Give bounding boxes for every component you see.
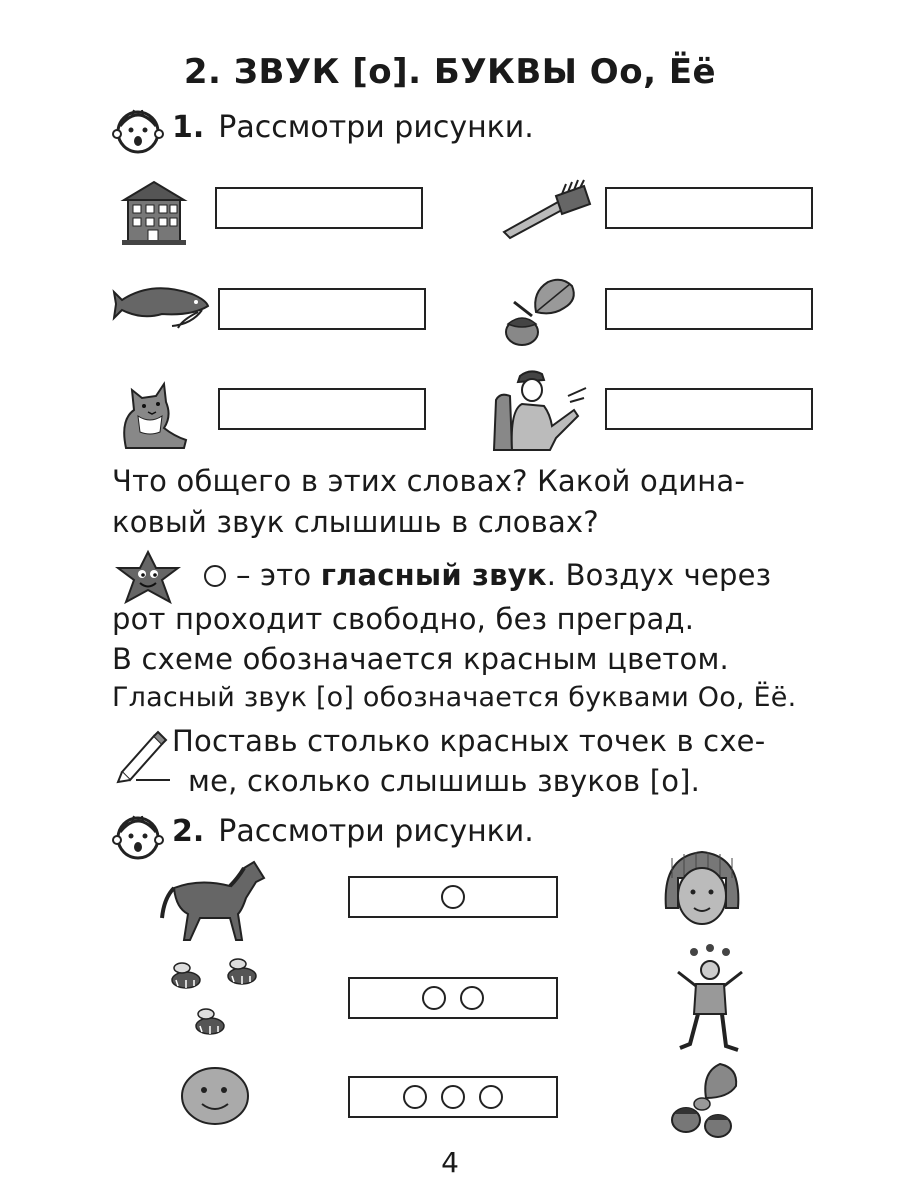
rule-line-1 — [204, 558, 771, 592]
girl-face-icon — [660, 848, 744, 936]
scheme-circle[interactable] — [441, 885, 465, 909]
task1-header — [172, 110, 534, 145]
sound-scheme-1[interactable] — [348, 876, 558, 918]
answer-box-worker[interactable] — [605, 388, 813, 430]
juggler-icon — [668, 944, 752, 1068]
page-number: 4 — [441, 1146, 459, 1179]
rule-line-4: Гласный звук [о] обозначается буквами Оо, Ёё. — [112, 682, 797, 713]
rule-line-2: рот проходит свободно, без преград. — [112, 602, 695, 636]
task1-instruction: Рассмотри рисунки. — [218, 110, 534, 145]
scheme-circle[interactable] — [460, 986, 484, 1010]
answer-box-cat[interactable] — [218, 388, 426, 430]
rule-lead: – это — [236, 558, 312, 592]
scheme-circle[interactable] — [422, 986, 446, 1010]
listen-face-icon — [112, 104, 164, 160]
rule-line-3: В схеме обозначается красным цветом. — [112, 642, 729, 676]
exercise-line-2: ме, сколько слышишь звуков [о]. — [188, 764, 701, 798]
task1-number: 1. — [172, 110, 205, 145]
scheme-circle[interactable] — [403, 1085, 427, 1109]
rule-bold-term: гласный звук — [320, 558, 547, 592]
pencil-icon — [112, 726, 172, 786]
rule-rest-1: . Воздух через — [546, 558, 772, 592]
question-line-2: ковый звук слышишь в словах? — [112, 505, 599, 539]
page-title: 2. ЗВУК [о]. БУКВЫ Оо, Ёё — [183, 52, 717, 92]
task2-header — [172, 814, 534, 849]
question-line-1: Что общего в этих словах? Какой одина- — [112, 464, 746, 498]
answer-box-house[interactable] — [215, 187, 423, 229]
listen-face-icon-2 — [112, 810, 164, 866]
answer-box-acorn[interactable] — [605, 288, 813, 330]
task2-number: 2. — [172, 814, 205, 849]
exercise-line-1: Поставь столько красных точек в схе- — [172, 724, 766, 758]
answer-box-brush[interactable] — [605, 187, 813, 229]
scheme-circle[interactable] — [479, 1085, 503, 1109]
sound-scheme-2[interactable] — [348, 977, 558, 1019]
house-icon — [118, 178, 190, 252]
sound-scheme-3[interactable] — [348, 1076, 558, 1118]
cat-icon — [112, 370, 192, 454]
scheme-circle[interactable] — [441, 1085, 465, 1109]
catfish-icon — [112, 280, 212, 334]
star-mascot-icon — [114, 550, 184, 610]
acorn-icon — [492, 272, 584, 356]
vowel-circle-icon — [204, 565, 226, 587]
brush-icon — [500, 180, 592, 244]
worker-icon — [490, 366, 588, 456]
horse-icon — [160, 858, 266, 948]
wasps-icon — [164, 956, 268, 1054]
answer-box-catfish[interactable] — [218, 288, 426, 330]
bun-icon — [178, 1064, 252, 1132]
task2-instruction: Рассмотри рисунки. — [218, 814, 534, 849]
acorns-icon — [666, 1058, 746, 1146]
